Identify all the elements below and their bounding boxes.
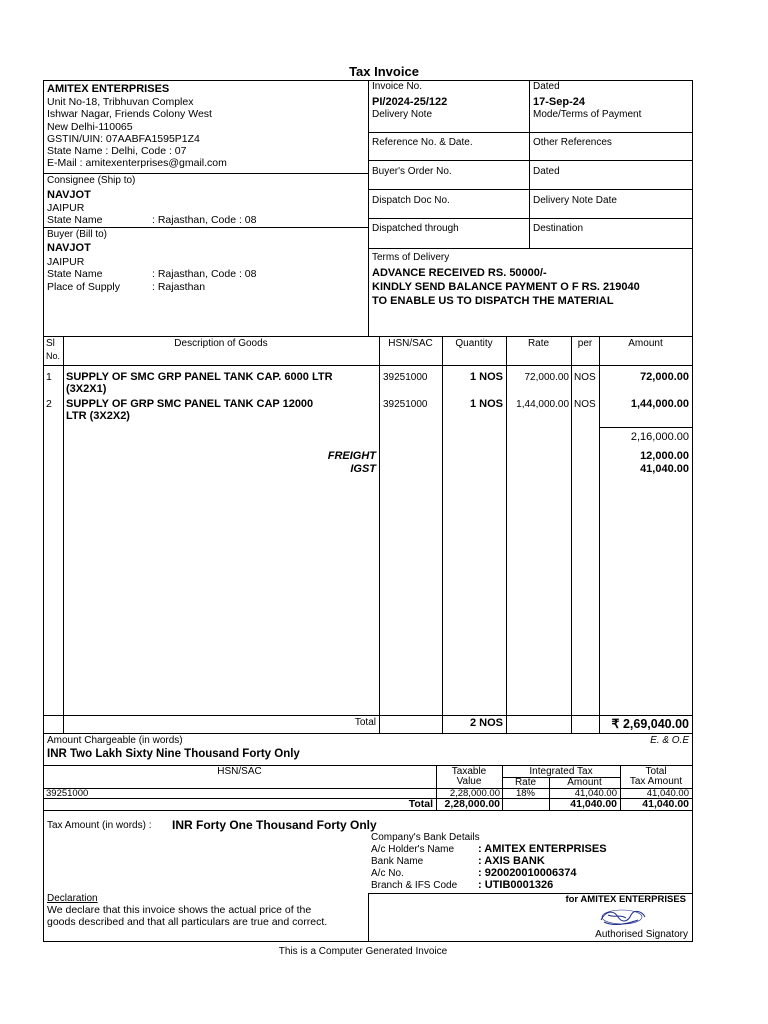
footer-note: This is a Computer Generated Invoice (278, 946, 448, 957)
hdr-amount: Amount (628, 338, 663, 349)
tax-bottom-line (43, 810, 692, 811)
tax-hdr-total-amount: Tax Amount (629, 776, 683, 787)
tax-total-total: 41,040.00 (642, 798, 689, 810)
buyer-pos-label: Place of Supply (47, 281, 120, 293)
border-bottom (43, 941, 693, 942)
eoe-label: E. & O.E (650, 735, 689, 746)
col-line-per (599, 336, 600, 733)
other-ref-label: Other References (533, 137, 612, 148)
terms-line: KINDLY SEND BALANCE PAYMENT O F RS. 219040 (372, 281, 640, 293)
total-label: Total (354, 717, 376, 728)
words-label: Amount Chargeable (in words) (47, 735, 183, 746)
bank-holder-value: : AMITEX ENTERPRISES (478, 843, 607, 855)
consignee-name: NAVJOT (47, 189, 91, 201)
freight-amount: 12,000.00 (640, 450, 689, 462)
subtotal-amount: 2,16,000.00 (630, 431, 689, 443)
tax-hdr-taxable: Taxable (451, 766, 487, 777)
meta-line-5 (368, 248, 692, 249)
seller-state: State Name : Delhi, Code : 07 (47, 145, 187, 158)
border-right (692, 80, 693, 941)
bank-heading: Company's Bank Details (371, 832, 480, 843)
declaration-heading: Declaration (47, 893, 98, 904)
dispatched-through-label: Dispatched through (372, 223, 459, 234)
seller-email: E-Mail : amitexenterprises@gmail.com (47, 157, 227, 170)
seller-address (47, 96, 227, 170)
bank-name-label: Bank Name (371, 856, 424, 867)
tax-hdr-amount: Amount (567, 777, 602, 788)
tax-hdr-hsn: HSN/SAC (217, 766, 262, 777)
subtotal-rule (600, 427, 692, 428)
col-line-qty (506, 336, 507, 733)
tax-words-label: Tax Amount (in words) : (47, 820, 152, 831)
tax-row-rate: 18% (515, 788, 535, 799)
buyer-state-value: : Rajasthan, Code : 08 (152, 268, 257, 280)
seller-line: Unit No-18, Tribhuvan Complex (47, 96, 194, 108)
amount-in-words: INR Two Lakh Sixty Nine Thousand Forty Only (47, 748, 300, 760)
col-line-si (63, 336, 64, 733)
terms-line: ADVANCE RECEIVED RS. 50000/- (372, 267, 547, 279)
meta-line-3 (368, 189, 692, 190)
item-description (66, 371, 333, 395)
total-qty: 2 NOS (469, 717, 503, 729)
mode-terms-label: Mode/Terms of Payment (533, 109, 642, 120)
terms-text (372, 266, 640, 308)
freight-label: FREIGHT (327, 450, 376, 462)
hdr-rate: Rate (527, 338, 550, 349)
border-left (43, 80, 44, 941)
items-total-line (43, 715, 692, 716)
items-top-line (43, 336, 692, 337)
invoice-date: 17-Sep-24 (533, 96, 585, 108)
bank-name-value: : AXIS BANK (478, 855, 545, 867)
bank-ac-label: A/c No. (371, 868, 404, 879)
bank-ifs-value: : UTIB0001326 (478, 879, 554, 891)
tax-row-total: 41,040.00 (646, 788, 689, 799)
item-desc-line: SUPPLY OF GRP SMC PANEL TANK CAP 12000 (66, 398, 314, 410)
bank-holder-label: A/c Holder's Name (371, 844, 455, 855)
delivery-note-label: Delivery Note (372, 109, 433, 120)
item-desc-line: LTR (3X2X2) (66, 410, 130, 422)
tax-total-label: Total (408, 798, 433, 810)
item-amount: 72,000.00 (640, 371, 689, 383)
tax-row-amount: 41,040.00 (574, 788, 617, 799)
declaration-line: We declare that this invoice shows the actual price of the (47, 904, 312, 916)
buyer-name: NAVJOT (47, 242, 91, 254)
tax-row-hsn: 39251000 (46, 788, 89, 799)
invoice-no: PI/2024-25/122 (372, 96, 448, 108)
buyer-pos-value: : Rajasthan (152, 281, 206, 293)
item-rate: 72,000.00 (524, 372, 569, 383)
seller-line: New Delhi-110065 (47, 120, 133, 133)
consignee-divider (43, 227, 368, 228)
signature-label: Authorised Signatory (595, 929, 688, 940)
item-description (66, 398, 313, 422)
buyer-state-label: State Name (47, 268, 103, 280)
invoice-no-label: Invoice No. (372, 81, 423, 92)
consignee-state-label: State Name (47, 214, 103, 226)
meta-line-2 (368, 160, 692, 161)
consignee-state-value: : Rajasthan, Code : 08 (152, 214, 257, 226)
tax-hdr-rate: Rate (514, 777, 537, 788)
declaration-line: goods described and that all particulars are true and correct. (47, 916, 328, 928)
tax-amount-in-words: INR Forty One Thousand Forty Only (172, 818, 377, 832)
col-line-hsn (442, 336, 443, 733)
meta-divider (529, 80, 530, 248)
items-header-line (43, 365, 692, 366)
bank-ac-value: : 920020010006374 (478, 867, 577, 879)
terms-line: TO ENABLE US TO DISPATCH THE MATERIAL (372, 295, 614, 307)
reference-label: Reference No. & Date. (372, 137, 473, 148)
item-per: NOS (574, 372, 596, 383)
tax-hdr-value: Value (456, 776, 482, 787)
hdr-desc: Description of Goods (174, 338, 268, 349)
seller-gstin: GSTIN/UIN: 07AABFA1595P1Z4 (47, 132, 200, 145)
item-hsn: 39251000 (383, 399, 428, 410)
top-divider (368, 80, 369, 336)
delivery-note-date-label: Delivery Note Date (533, 195, 617, 206)
item-desc-line: SUPPLY OF SMC GRP PANEL TANK CAP. 6000 LTR (66, 371, 333, 383)
terms-label: Terms of Delivery (372, 252, 450, 263)
hdr-no: No. (46, 351, 61, 361)
seller-name: AMITEX ENTERPRISES (47, 83, 170, 95)
tax-hdr-total: Total (645, 766, 667, 777)
hdr-si: Sl (46, 338, 55, 349)
grand-total: ₹ 2,69,040.00 (611, 717, 689, 731)
item-qty: 1 NOS (469, 371, 503, 383)
seller-line: Ishwar Nagar, Friends Colony West (47, 108, 212, 121)
tax-total-taxable: 2,28,000.00 (444, 798, 500, 810)
meta-line-4 (368, 218, 692, 219)
item-amount: 1,44,000.00 (630, 398, 689, 410)
destination-label: Destination (533, 223, 584, 234)
item-rate: 1,44,000.00 (516, 399, 569, 410)
signature-for: for AMITEX ENTERPRISES (565, 894, 686, 905)
consignee-city: JAIPUR (47, 202, 85, 214)
item-si: 2 (46, 398, 52, 410)
igst-label: IGST (350, 463, 376, 475)
buyer-heading: Buyer (Bill to) (47, 229, 108, 240)
item-hsn: 39251000 (383, 372, 428, 383)
tax-row-taxable: 2,28,000.00 (449, 788, 500, 799)
buyer-city: JAIPUR (47, 256, 85, 268)
consignee-heading: Consignee (Ship to) (47, 175, 136, 186)
item-si: 1 (46, 371, 52, 383)
meta-line-1 (368, 132, 692, 133)
dispatch-doc-label: Dispatch Doc No. (372, 195, 450, 206)
item-per: NOS (574, 399, 596, 410)
tax-total-amount: 41,040.00 (570, 798, 617, 810)
tax-hdr-integrated: Integrated Tax (529, 766, 593, 777)
bank-ifs-label: Branch & IFS Code (371, 880, 458, 891)
signature-left-line (368, 893, 369, 941)
page-title: Tax Invoice (349, 64, 419, 79)
hdr-per: per (577, 338, 593, 349)
items-bottom-line (43, 733, 692, 734)
item-qty: 1 NOS (469, 398, 503, 410)
seller-divider (43, 173, 368, 174)
declaration-text (47, 904, 327, 928)
item-desc-line: (3X2X1) (66, 383, 107, 395)
col-line-desc (379, 336, 380, 733)
igst-amount: 41,040.00 (640, 463, 689, 475)
hdr-qty: Quantity (455, 338, 493, 349)
col-line-rate (571, 336, 572, 733)
buyer-order-label: Buyer's Order No. (372, 166, 452, 177)
hdr-hsn: HSN/SAC (388, 338, 433, 349)
dated-label: Dated (533, 81, 560, 92)
dated2-label: Dated (533, 166, 560, 177)
signature-scribble (598, 906, 648, 928)
